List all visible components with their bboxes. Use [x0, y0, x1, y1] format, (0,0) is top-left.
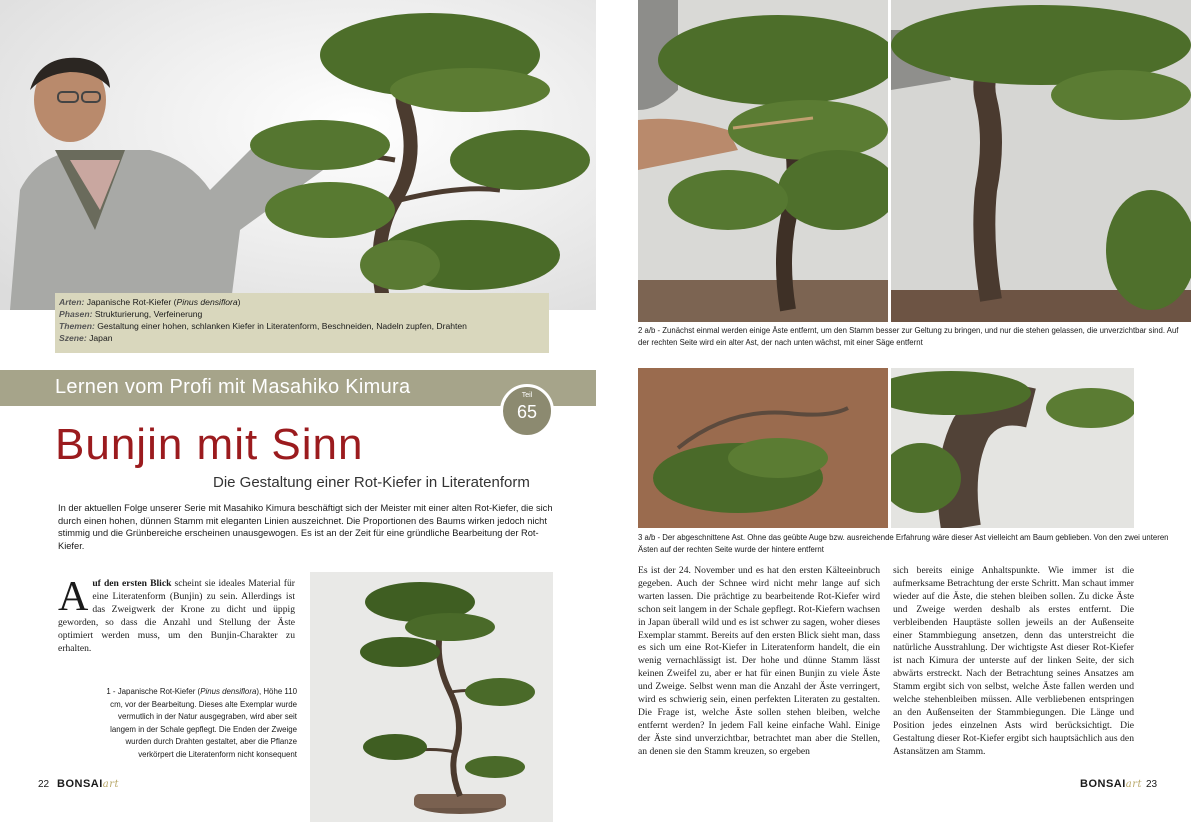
- body-column-1: [58, 574, 295, 655]
- caption-2: 2 a/b - Zunächst einmal werden einige Äste entfernt, um den Stamm besser zur Geltung zu bringen, und nur die stehen gelassen, die unverzichtbar sind. Auf der rechten Seite wird ein alter Ast, der nach unten wächst, mit einer Säge entfernt: [638, 326, 1179, 348]
- drop-cap: A: [58, 574, 89, 620]
- info-scene: Szene: Japan: [59, 333, 113, 343]
- part-badge: [500, 384, 554, 438]
- magazine-logo-right: BONSAIart: [1080, 778, 1143, 790]
- part-badge-number: 65: [516, 402, 538, 422]
- photo-1-bonsai-before: [310, 572, 553, 822]
- article-subtitle: Die Gestaltung einer Rot-Kiefer in Literatenform: [213, 474, 530, 491]
- info-phases: Phasen: Strukturierung, Verfeinerung: [59, 309, 203, 319]
- photo-3a-cut-branch: [638, 368, 888, 528]
- photo-2a-removing-branches: [638, 0, 888, 322]
- body-text-1: scheint sie ideales Material für eine Literatenform (Bunjin) zu sein. Allerdings ist das Zweigwerk der Krone zu dicht und üppig geworden, so dass die Anzahl und Stellung der Äste optimiert werden muss, um den Bunjin-Charakter zu erhalten.: [58, 578, 295, 654]
- article-title: Bunjin mit Sinn: [55, 420, 364, 469]
- page-number-right: 23: [1146, 779, 1158, 790]
- article-info-box: [55, 293, 549, 353]
- info-topics: Themen: Gestaltung einer hohen, schlanken Kiefer in Literatenform, Beschneiden, Nadeln zupfen, Drahten: [59, 321, 467, 331]
- part-badge-label: Teil: [521, 392, 533, 399]
- article-intro: In der aktuellen Folge unserer Serie mit Masahiko Kimura beschäftigt sich der Meister mit einer alten Rot-Kiefer, die sich durch einen hohen, dünnen Stamm mit eleganten Linien auszeichnet. Die Proportionen des Baums wirken jedoch nicht stimmig und die Grünbereiche erscheinen unausgewogen. Es ist an der Zeit für eine gründliche Bearbeitung der Rot-Kiefer.: [58, 503, 553, 552]
- series-banner-text: Lernen vom Profi mit Masahiko Kimura: [55, 376, 411, 398]
- body-column-3: sich bereits einige Anhaltspunkte. Wie immer ist die aufmerksame Betrachtung der erste Schritt. Man schaut immer wieder auf die Äste, die stehen bleiben sollen. Zu dicke Äste und Zweige werden deshalb als erstes entfernt. Die verbleibenden Hauptäste sollen jeweils an der Außenseite einer Stammbiegung ansetzen, denn das unterstreicht die natürliche Ausstrahlung. Der wichtigste Ast dieser Rot-Kiefer ist nach Kimura der unterste auf der linken Seite, der sich abwärts erstreckt. Nach der Betrachtung seines Ansatzes am Stamm ergibt sich von selbst, welche Äste fallen werden und welche stehenbleiben müssen. Alle verbliebenen entspringen an den Außenseiten der Stammbiegungen. Die Länge und Position jedes einzelnen Asts wird berücksichtigt. Die Gestaltung dieser Rot-Kiefer ergibt sich hauptsächlich aus den Astansätzen am Stamm.: [893, 565, 1134, 757]
- photo-2b-trunk-view: [891, 0, 1191, 322]
- info-species: Arten: Japanische Rot-Kiefer (Pinus densiflora): [59, 297, 241, 307]
- caption-1: 1 - Japanische Rot-Kiefer (Pinus densiflora), Höhe 110 cm, vor der Bearbeitung. Dieses alte Exemplar wurde vermutlich in der Natur ausgegraben, wird aber seit langem in der Schale gepflegt. Die Enden der Zweige wurden durch Drahten gestaltet, aber die Pflanze verkörpert die Literatenform nicht konsequent: [106, 687, 297, 759]
- page-number-left: 22: [38, 779, 50, 790]
- caption-3: 3 a/b - Der abgeschnittene Ast. Ohne das geübte Auge bzw. ausreichende Erfahrung wäre dieser Ast vielleicht am Baum geblieben. Von den zwei unteren Ästen auf der rechten Seite wurde der hintere entfernt: [638, 533, 1169, 555]
- magazine-logo-left: BONSAIart: [57, 778, 120, 790]
- hero-photo-kimura-with-pine: [0, 0, 596, 310]
- lead-bold: uf den ersten Blick: [92, 578, 172, 589]
- photo-3b-branch-removed: [891, 368, 1134, 528]
- body-column-2: Es ist der 24. November und es hat den ersten Kälteeinbruch gegeben. Auch der Schnee wird nicht mehr lange auf sich warten lassen. Die prächtige zu bearbeitende Rot-Kiefer wird schon seit langem in der Schale gepflegt. Rot-Kiefern wachsen in Japan überall wild und es ist schwer zu sagen, woher dieses Exemplar stammt. Bereits auf den ersten Blick sieht man, dass es sich um eine Rot-Kiefer in Literatenform handelt, die ein wenig vernachlässigt ist. Der hohe und dünne Stamm lässt keinen Zweifel zu, aber er hat für einen Bunjin zu viele Äste und Zweige. Selbst wenn man die Anzahl der Äste verringert, wird es schwierig sein, einen perfekten Literaten zu gestalten. Die Frage ist, welche Äste sollen stehen bleiben, welche entfernt werden? In jedem Fall keine einfache Wahl. Einige der Äste sind unverzichtbar, betrachtet man aber die Stellen, an denen sie den Stamm kreuzen, so ergeben: [638, 565, 880, 757]
